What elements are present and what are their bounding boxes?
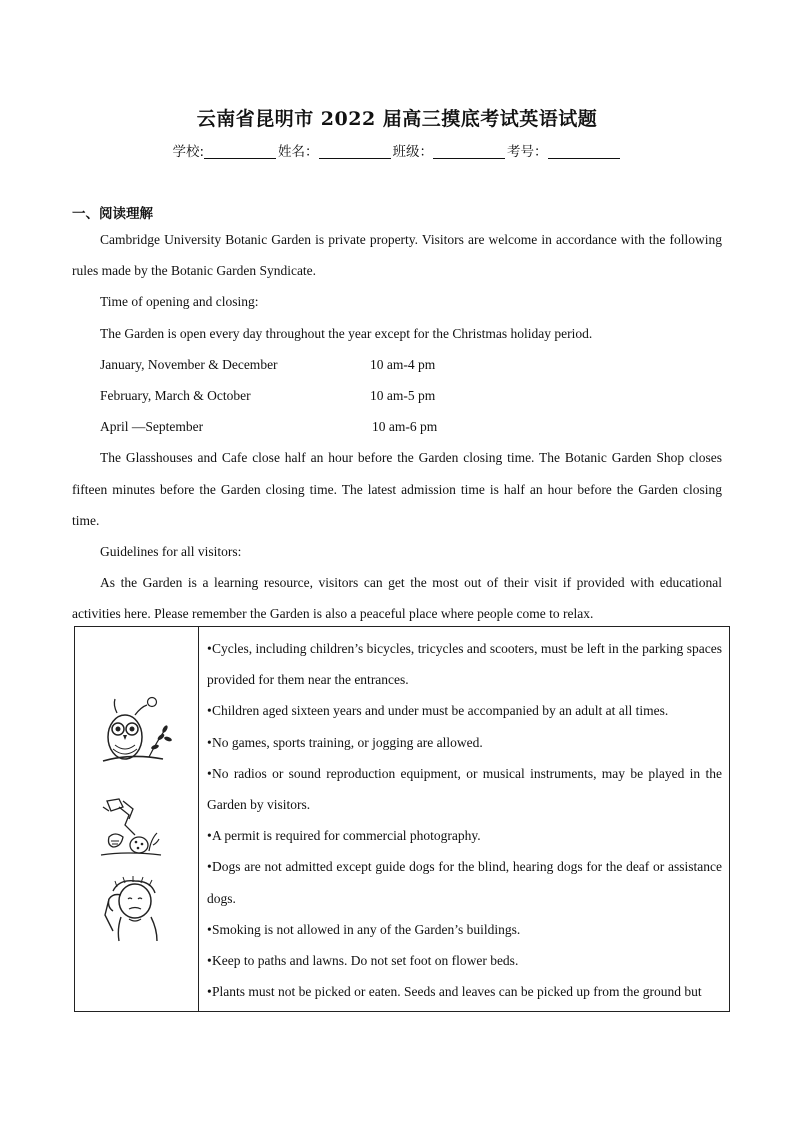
illustration-cell	[75, 627, 199, 1011]
exam-number-label: 考号：	[507, 144, 548, 160]
rule-item	[200, 695, 722, 726]
rule-text: Dogs are not admitted except guide dogs for the blind, hearing dogs for the deaf or assistance dogs.	[207, 859, 722, 906]
rule-text: Cycles, including children’s bicycles, tricycles and scooters, must be left in the parking spaces provided for them near the entrances.	[207, 641, 722, 688]
schedule-row	[72, 411, 722, 442]
rule-text: Plants must not be picked or eaten. Seeds and leaves can be picked up from the ground but	[212, 984, 702, 1000]
rule-text: Children aged sixteen years and under must be accompanied by an adult at all times.	[212, 703, 669, 719]
rule-item	[200, 758, 722, 820]
schedule-hours: 10 am-6 pm	[372, 419, 438, 435]
reading-passage	[72, 224, 722, 630]
rule-item	[200, 976, 722, 1007]
schedule-months: January, November & December	[100, 356, 278, 372]
tripping-person-icon	[99, 795, 163, 863]
bullet-icon: •	[207, 734, 212, 750]
rule-item	[200, 820, 722, 851]
bullet-icon: •	[207, 984, 212, 1000]
rule-item	[200, 851, 722, 913]
rule-text: A permit is required for commercial photography.	[212, 828, 481, 844]
owl-icon	[101, 693, 177, 773]
schedule-hours: 10 am-5 pm	[370, 388, 436, 403]
bullet-icon: •	[207, 703, 212, 719]
rule-text: No games, sports training, or jogging are allowed.	[212, 734, 483, 750]
bullet-icon: •	[207, 828, 212, 844]
student-info-line	[0, 140, 794, 160]
school-blank[interactable]	[204, 144, 276, 159]
bullet-icon: •	[207, 953, 212, 969]
schedule-row	[72, 349, 722, 380]
page-title: 云南省昆明市 2022 届高三摸底考试英语试题	[196, 108, 598, 130]
schedule-months: April —September	[100, 419, 204, 435]
rule-text: No radios or sound reproduction equipment, or musical instruments, may be played in the Garden by visitors.	[207, 765, 722, 813]
time-heading: Time of opening and closing:	[100, 294, 259, 310]
thinking-boy-icon	[99, 875, 171, 947]
rule-text: Smoking is not allowed in any of the Garden’s buildings.	[212, 921, 521, 937]
closing-note: The Glasshouses and Cafe close half an hour before the Garden closing time. The Botanic Garden Shop closes fifteen minutes before the Garden closing time. The latest admission time is half an hour before the Garden closing time.	[72, 450, 722, 528]
bullet-icon: •	[207, 859, 212, 875]
school-label: 学校:	[172, 144, 205, 160]
bullet-icon: •	[207, 765, 212, 781]
class-label: 班级：	[392, 144, 434, 160]
class-blank[interactable]	[433, 144, 505, 159]
guidelines-intro: As the Garden is a learning resource, visitors can get the most out of their visit if provided with educational activities here. Please remember the Garden is also a peaceful place where people come to relax.	[72, 575, 722, 622]
name-label: 姓名：	[278, 144, 319, 160]
name-blank[interactable]	[319, 144, 391, 159]
schedule-months: February, March & October	[100, 388, 251, 403]
rule-text: Keep to paths and lawns. Do not set foot on flower beds.	[212, 953, 519, 969]
passage-intro: Cambridge University Botanic Garden is private property. Visitors are welcome in accordance with the following rules made by the Botanic Garden Syndicate.	[72, 232, 722, 279]
rule-item	[200, 727, 722, 758]
rule-item	[200, 914, 722, 945]
rule-item	[200, 945, 722, 976]
bullet-icon: •	[207, 921, 212, 937]
rule-item	[200, 633, 722, 695]
schedule-row	[72, 380, 722, 411]
section-heading: 一、阅读理解	[72, 206, 153, 222]
rules-list	[200, 633, 722, 1007]
schedule-hours: 10 am-4 pm	[370, 356, 436, 372]
guidelines-heading: Guidelines for all visitors:	[100, 543, 242, 559]
bullet-icon: •	[207, 641, 212, 656]
rules-table	[74, 626, 730, 1012]
open-note: The Garden is open every day throughout the year except for the Christmas holiday period.	[100, 325, 593, 341]
exam-number-blank[interactable]	[548, 144, 620, 159]
